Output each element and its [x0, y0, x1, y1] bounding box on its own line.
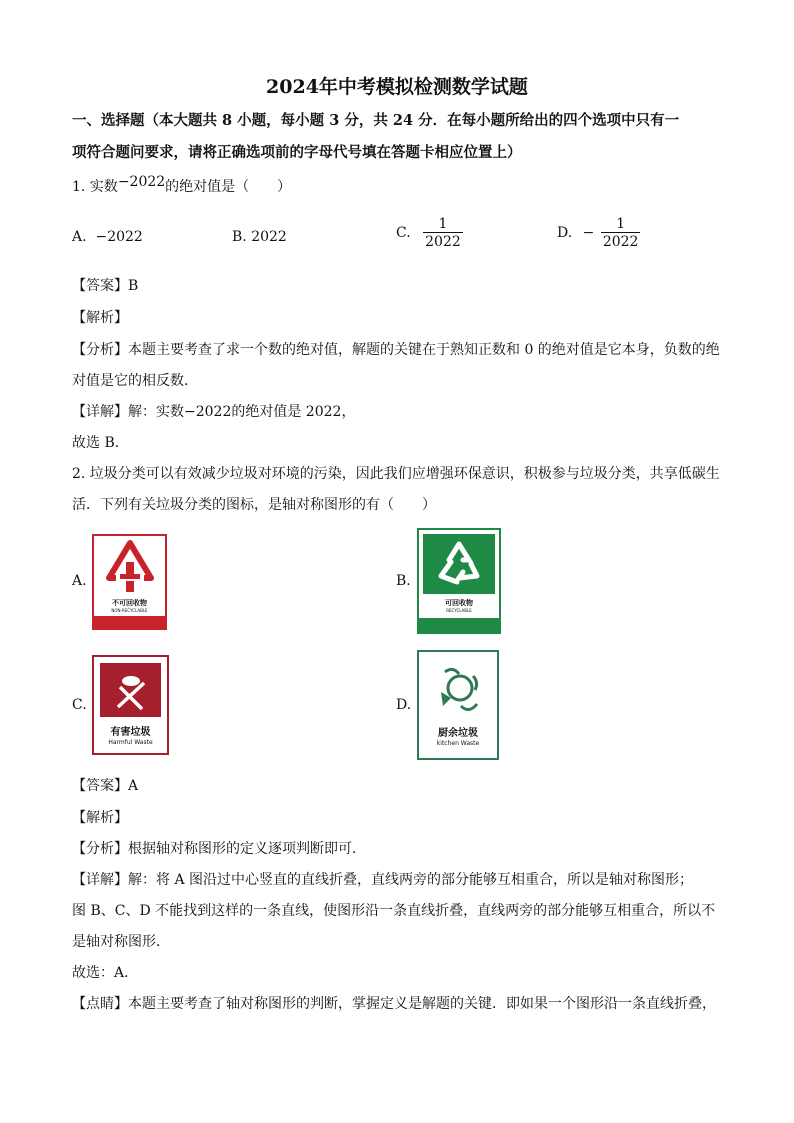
q2-xiangjie-line1: 【详解】解：将 A 图沿过中心竖直的直线折叠，直线两旁的部分能够互相重合，所以是轴对称图形；: [72, 872, 694, 888]
q2-option-a-cn: 不可回收物: [112, 599, 147, 607]
q2-option-a-en: NON-RECYCLABLE: [111, 608, 148, 613]
recycle-icon: [433, 538, 485, 590]
q2-xiangjie-line3: 是轴对称图形．: [72, 934, 170, 950]
q2-option-c-cn: 有害垃圾: [110, 727, 151, 738]
q2-dianjing: 【点睛】本题主要考查了轴对称图形的判断，掌握定义是解题的关键．即如果一个图形沿一条直线折叠，: [72, 996, 716, 1012]
q2-option-b-en: RECYCLABLE: [446, 608, 472, 613]
page-title: 2024年中考模拟检测数学试题: [266, 76, 528, 98]
q1-option-d: [557, 216, 640, 250]
q1-option-d-fraction: [601, 216, 641, 250]
q1-option-b-text: 2022: [251, 229, 287, 245]
q2-option-d-image: [417, 650, 499, 760]
q1-option-d-denominator: 2022: [602, 234, 639, 250]
q1-fenxi-line2: 对值是它的相反数．: [72, 373, 198, 389]
q2-option-d-en: kitchen Waste: [436, 740, 480, 747]
q1-option-a-label: A.: [72, 229, 87, 245]
q2-option-d-label: D.: [396, 697, 412, 713]
q1-xiangjie: 【详解】解：实数−2022的绝对值是 2022，: [72, 404, 356, 420]
q1-option-a-text: −2022: [95, 229, 143, 245]
q1-analysis-tag: 【解析】: [72, 310, 128, 326]
q2-option-a-label: A.: [72, 573, 87, 589]
q1-option-d-numerator: 1: [616, 216, 626, 232]
q2-option-c-label: C.: [72, 697, 87, 713]
q1-option-c-numerator: 1: [438, 216, 448, 232]
q2-xiangjie-line2: 图 B、C、D 不能找到这样的一条直线，使图形沿一条直线折叠，直线两旁的部分能够互相重合，所以不: [72, 903, 716, 919]
q1-option-b-label: B.: [232, 229, 247, 245]
q1-option-a: [72, 229, 143, 245]
q2-option-b-image: [417, 528, 501, 634]
q1-stem: [72, 176, 291, 196]
q2-option-b-cn: 可回收物: [445, 599, 473, 607]
q1-option-d-sign: −: [582, 225, 595, 241]
q2-option-a-footer-bar: [94, 616, 165, 628]
q2-answer: 【答案】A: [72, 778, 139, 794]
q2-option-c-image: [92, 655, 169, 755]
kitchen-waste-icon: [433, 662, 487, 718]
q2-option-a-image: [92, 534, 167, 630]
q2-stem-line2: 活．下列有关垃圾分类的图标，是轴对称图形的有（ ）: [72, 497, 436, 513]
q1-option-c: [396, 216, 463, 250]
section-instructions-line2: 项符合题问要求，请将正确选项前的字母代号填在答题卡相应位置上）: [72, 144, 522, 161]
q1-option-b: [232, 229, 287, 245]
q1-conclusion: 故选 B．: [72, 435, 129, 451]
q1-answer: 【答案】B: [72, 278, 139, 294]
section-instructions-line1: 一、选择题（本大题共 8 小题，每小题 3 分，共 24 分．在每小题所给出的四个选项中只有一: [72, 112, 680, 129]
hazardous-waste-icon: [108, 667, 154, 713]
q1-option-c-label: C.: [396, 225, 411, 241]
q1-option-c-fraction: [423, 216, 463, 250]
q2-option-b-label: B.: [396, 573, 411, 589]
q2-option-d-cn: 厨余垃圾: [438, 728, 478, 739]
q2-option-c-en: Harmful Waste: [108, 739, 153, 746]
q1-stem-prefix: 1. 实数: [72, 179, 118, 195]
q2-conclusion: 故选：A．: [72, 965, 139, 981]
q2-analysis-tag: 【解析】: [72, 810, 128, 826]
q2-option-b-footer-bar: [419, 618, 499, 632]
q1-option-d-label: D.: [557, 225, 573, 241]
non-recyclable-icon: [106, 540, 154, 596]
q1-option-c-denominator: 2022: [425, 234, 461, 250]
q2-fenxi: 【分析】根据轴对称图形的定义逐项判断即可．: [72, 841, 366, 857]
q1-fenxi-line1: 【分析】本题主要考查了求一个数的绝对值，解题的关键在于熟知正数和 0 的绝对值是它本身，负数的绝: [72, 342, 720, 358]
q1-stem-value: −2022: [117, 174, 166, 190]
q1-stem-suffix: 的绝对值是（ ）: [165, 179, 292, 195]
q2-stem-line1: 2. 垃圾分类可以有效减少垃圾对环境的污染，因此我们应增强环保意识，积极参与垃圾分类，共享低碳生: [72, 466, 720, 482]
